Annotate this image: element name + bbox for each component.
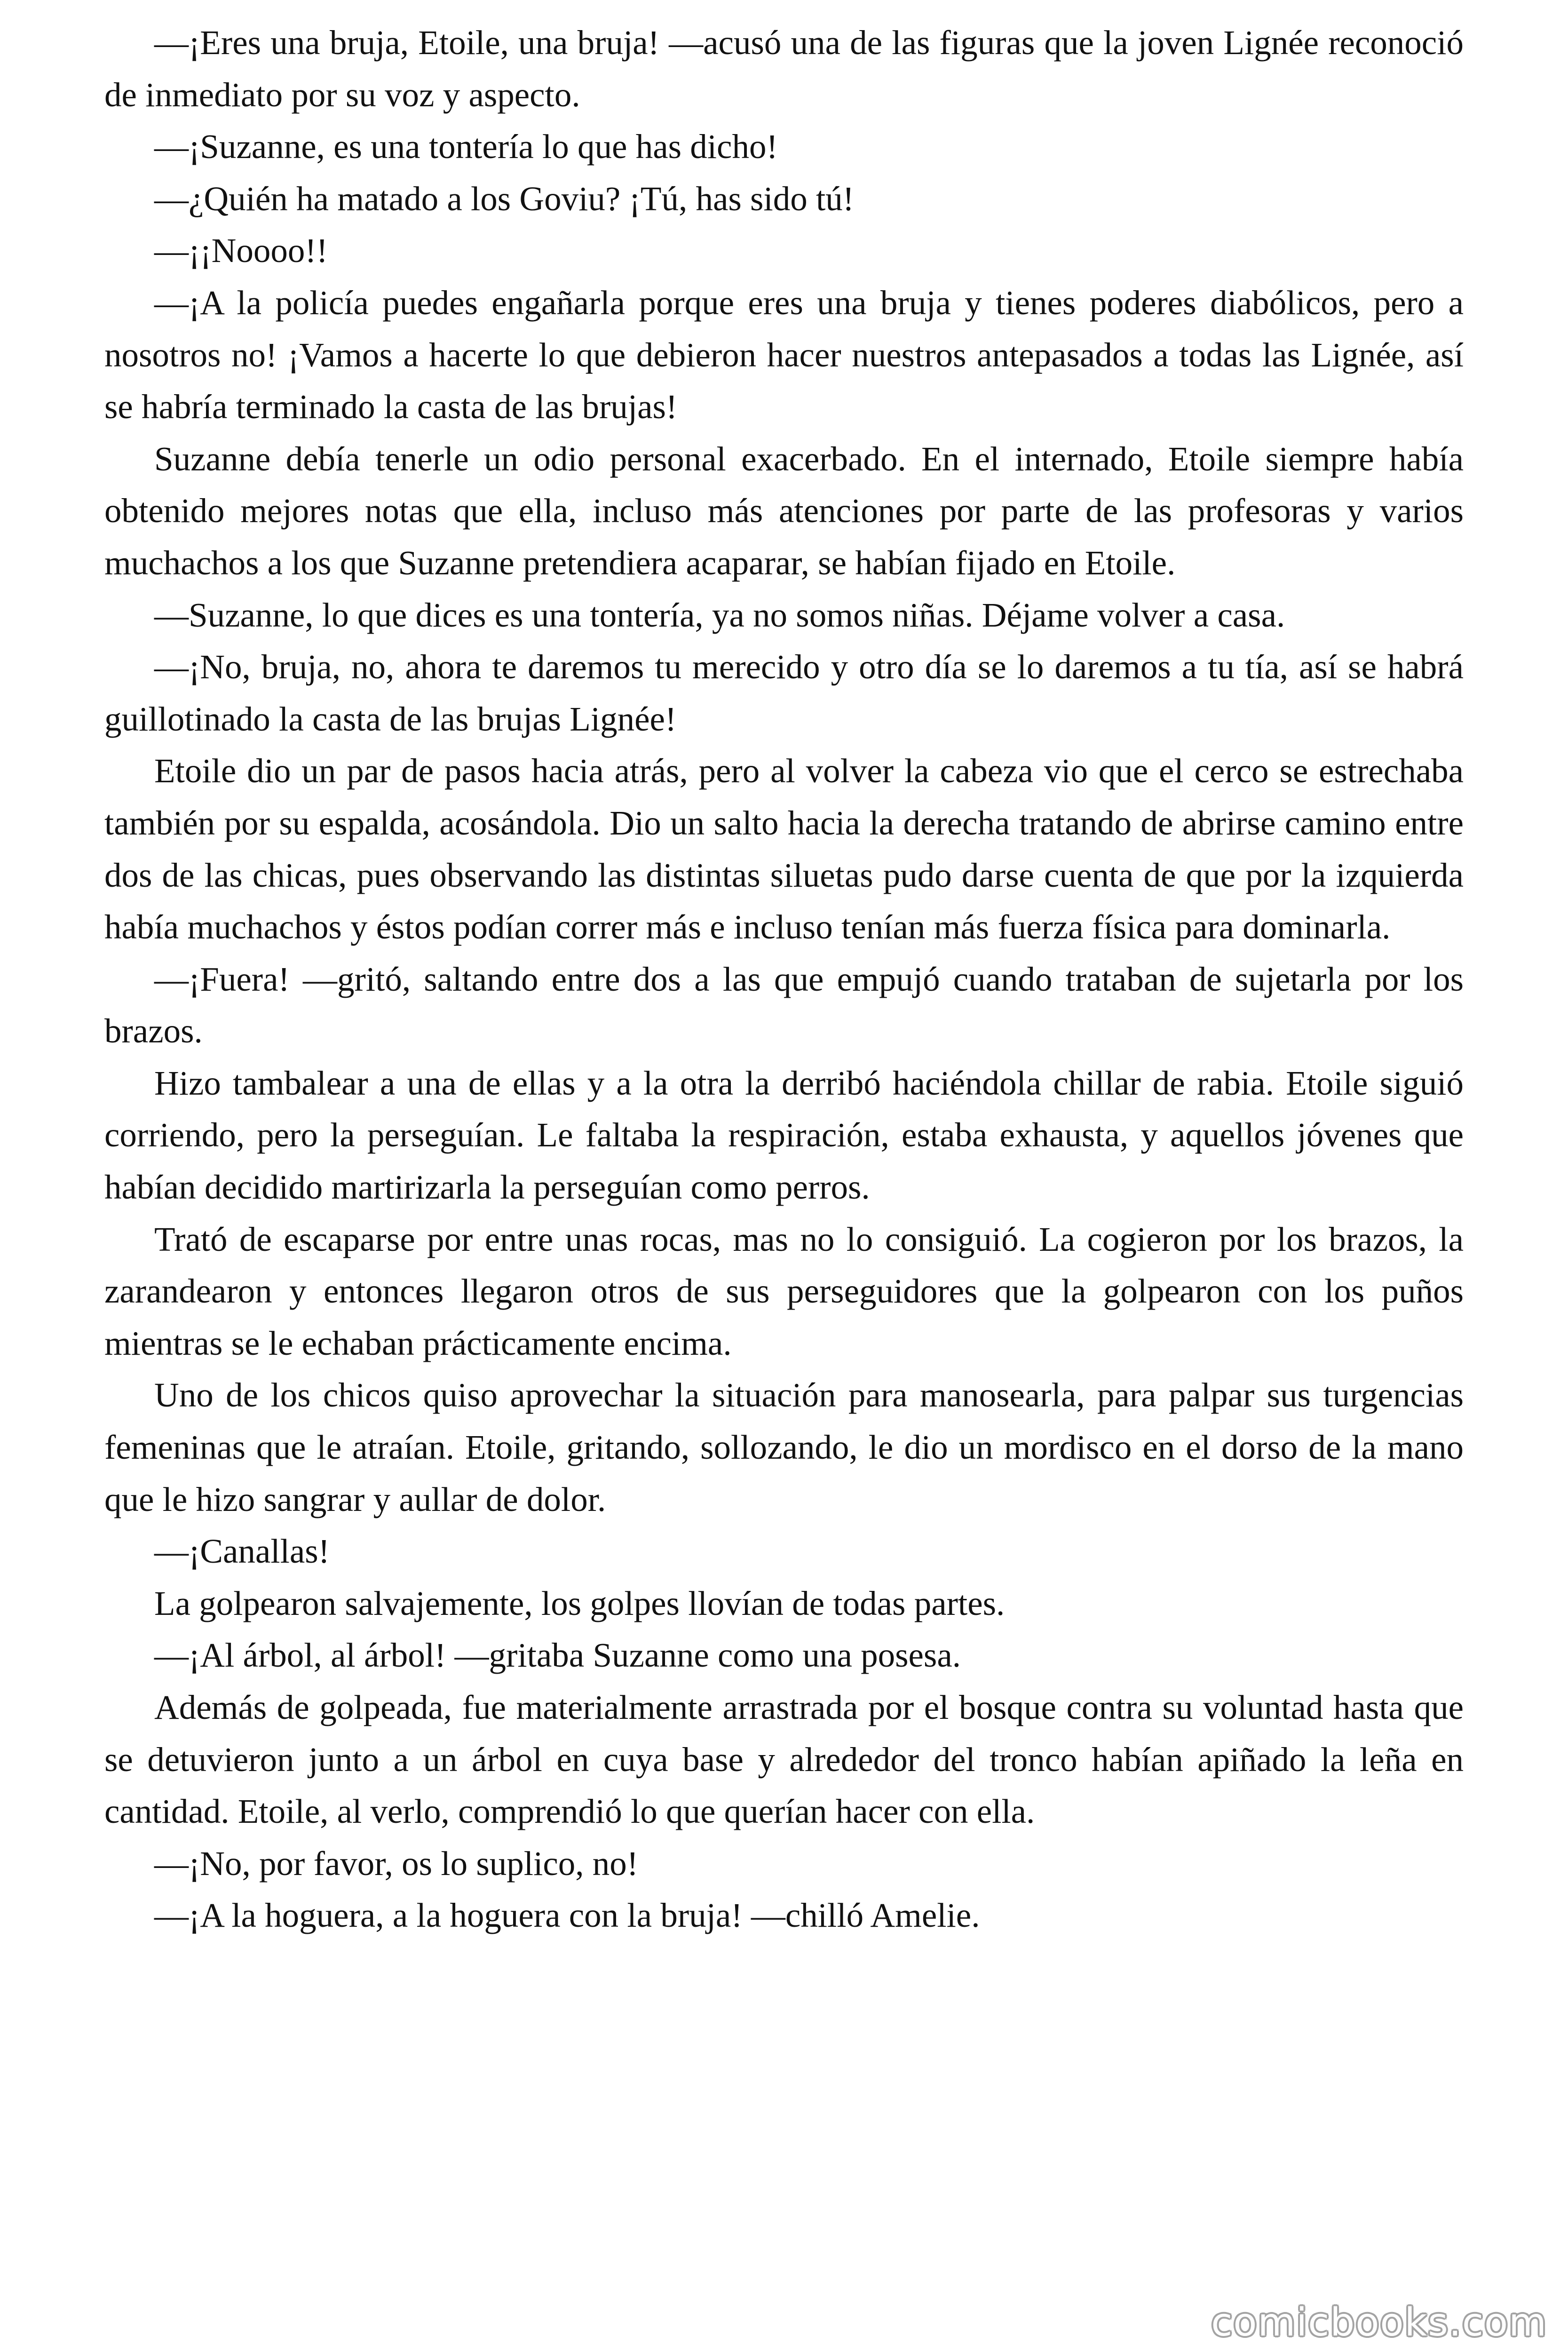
paragraph: La golpearon salvajemente, los golpes llovían de todas partes. [154, 1584, 1005, 1622]
paragraph: —¡¡Noooo!! [154, 231, 328, 270]
watermark: comicbooks.com [1211, 2300, 1547, 2345]
paragraph: —Suzanne, lo que dices es una tontería, ya no somos niñas. Déjame volver a casa. [154, 596, 1285, 634]
paragraph: Suzanne debía tenerle un odio personal exacerbado. En el internado, Etoile siempre había obtenido mejores notas que ella, incluso más atenciones por parte de las profesoras y varios muchachos a los que Suzanne pretendiera acaparar, se habían fijado en Etoile. [104, 439, 1464, 582]
paragraph: —¡Canallas! [154, 1532, 330, 1571]
paragraph: —¡A la policía puedes engañarla porque eres una bruja y tienes poderes diabólicos, pero a nosotros no! ¡Vamos a hacerte lo que debieron hacer nuestros antepasados a todas las Lignée, así se habría terminado la casta de las brujas! [104, 283, 1464, 426]
paragraph: —¡No, por favor, os lo suplico, no! [154, 1844, 639, 1883]
paragraph: —¡A la hoguera, a la hoguera con la bruja! —chilló Amelie. [154, 1896, 980, 1935]
body-text [104, 17, 1464, 1942]
paragraph: —¡Al árbol, al árbol! —gritaba Suzanne como una posesa. [154, 1636, 961, 1675]
paragraph: —¡Eres una bruja, Etoile, una bruja! —acusó una de las figuras que la joven Lignée reconoció de inmediato por su voz y aspecto. [104, 24, 1464, 114]
paragraph: Trató de escaparse por entre unas rocas, mas no lo consiguió. La cogieron por los brazos, la zarandearon y entonces llegaron otros de sus perseguidores que la golpearon con los puños mientras se le echaban prácticamente encima. [104, 1220, 1464, 1362]
paragraph: —¿Quién ha matado a los Goviu? ¡Tú, has sido tú! [154, 179, 855, 218]
paragraph: —¡No, bruja, no, ahora te daremos tu merecido y otro día se lo daremos a tu tía, así se habrá guillotinado la casta de las brujas Lignée! [104, 648, 1464, 738]
paragraph: Uno de los chicos quiso aprovechar la situación para manosearla, para palpar sus turgencias femeninas que le atraían. Etoile, gritando, sollozando, le dio un mordisco en el dorso de la mano que le hizo sangrar y aullar de dolor. [104, 1376, 1464, 1518]
paragraph: Etoile dio un par de pasos hacia atrás, pero al volver la cabeza vio que el cerco se estrechaba también por su espalda, acosándola. Dio un salto hacia la derecha tratando de abrirse camino entre dos de las chicas, pues observando las distintas siluetas pudo darse cuenta de que por la izquierda había muchachos y éstos podían correr más e incluso tenían más fuerza física para dominarla. [104, 752, 1464, 946]
paragraph: —¡Suzanne, es una tontería lo que has dicho! [154, 127, 778, 166]
paragraph: Además de golpeada, fue materialmente arrastrada por el bosque contra su voluntad hasta que se detuvieron junto a un árbol en cuya base y alrededor del tronco habían apiñado la leña en cantidad. Etoile, al verlo, comprendió lo que querían hacer con ella. [104, 1688, 1464, 1831]
paragraph: Hizo tambalear a una de ellas y a la otra la derribó haciéndola chillar de rabia. Etoile siguió corriendo, pero la perseguían. Le faltaba la respiración, estaba exhausta, y aquellos jóvenes que habían decidido martirizarla la perseguían como perros. [104, 1064, 1464, 1207]
paragraph: —¡Fuera! —gritó, saltando entre dos a las que empujó cuando trataban de sujetarla por los brazos. [104, 960, 1464, 1050]
